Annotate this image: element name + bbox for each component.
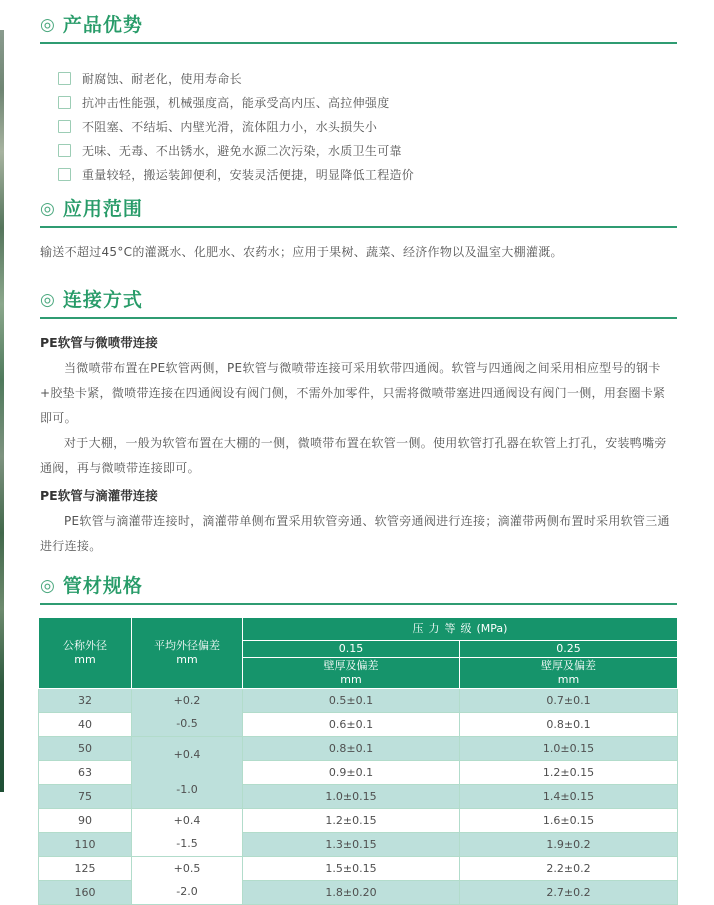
cell-od-deviation-group: +0.4 -1.5 (132, 809, 243, 857)
section-divider (40, 42, 677, 44)
table-row (39, 737, 678, 761)
section-title-text: 产品优势 (62, 14, 143, 36)
section-divider (40, 317, 677, 319)
section-pipe-specs (40, 573, 677, 905)
ring-bullet-icon: ◎ (40, 290, 56, 310)
cell-wall-025: 1.0±0.15 (460, 737, 678, 761)
cell-od: 90 (39, 809, 132, 833)
cell-wall-025: 1.4±0.15 (460, 785, 678, 809)
ring-bullet-icon: ◎ (40, 15, 56, 35)
checkbox-icon (58, 72, 71, 85)
cell-wall-015: 1.0±0.15 (243, 785, 460, 809)
cell-wall-015: 0.6±0.1 (243, 713, 460, 737)
cell-wall-025: 0.7±0.1 (460, 689, 678, 713)
checkbox-icon (58, 96, 71, 109)
list-item-text: 耐腐蚀、耐老化，使用寿命长 (82, 71, 242, 86)
ring-bullet-icon: ◎ (40, 576, 56, 596)
cell-wall-015: 1.5±0.15 (243, 857, 460, 881)
cell-wall-015: 1.2±0.15 (243, 809, 460, 833)
cell-od-deviation-group: +0.2 -0.5 (132, 689, 243, 737)
table-row (39, 809, 678, 833)
page-edge-photo-strip (0, 30, 4, 792)
cell-wall-025: 1.6±0.15 (460, 809, 678, 833)
list-item-text: 重量较轻，搬运装卸便利，安装灵活便捷，明显降低工程造价 (82, 167, 415, 182)
cell-wall-015: 0.8±0.1 (243, 737, 460, 761)
section-application-scope (40, 196, 677, 261)
col-header-pressure-rating: 压力等级(MPa) (243, 618, 678, 641)
cell-od: 40 (39, 713, 132, 737)
cell-wall-025: 1.2±0.15 (460, 761, 678, 785)
cell-od: 32 (39, 689, 132, 713)
col-header-nominal-od: 公称外径 mm (39, 618, 132, 689)
cell-od: 125 (39, 857, 132, 881)
section-connection-method (40, 287, 677, 559)
section-product-advantages (40, 0, 677, 186)
cell-od: 63 (39, 761, 132, 785)
cell-wall-025: 0.8±0.1 (460, 713, 678, 737)
cell-od: 50 (39, 737, 132, 761)
cell-od: 75 (39, 785, 132, 809)
cell-od: 160 (39, 881, 132, 905)
cell-wall-025: 1.9±0.2 (460, 833, 678, 857)
cell-wall-025: 2.7±0.2 (460, 881, 678, 905)
cell-od-deviation-group: +0.5 -2.0 (132, 857, 243, 905)
list-item (58, 66, 677, 90)
cell-od: 110 (39, 833, 132, 857)
cell-wall-015: 0.5±0.1 (243, 689, 460, 713)
section-title-text: 应用范围 (62, 198, 143, 220)
advantages-list (40, 66, 677, 186)
table-row (39, 857, 678, 881)
checkbox-icon (58, 120, 71, 133)
section-divider (40, 226, 677, 228)
col-header-wall-thickness-015: 壁厚及偏差 mm (243, 658, 460, 689)
col-header-avg-deviation: 平均外径偏差 mm (132, 618, 243, 689)
cell-wall-015: 1.8±0.20 (243, 881, 460, 905)
cell-od-deviation-group: +0.4 -1.0 (132, 737, 243, 809)
pipe-spec-table (38, 617, 678, 905)
ring-bullet-icon: ◎ (40, 199, 56, 219)
connection-subhead-microspray: PE软管与微喷带连接 (40, 335, 158, 350)
section-divider (40, 603, 677, 605)
application-paragraph: 输送不超过45°C的灌溉水、化肥水、农药水；应用于果树、蔬菜、经济作物以及温室大棚灌溉。 (40, 245, 563, 259)
col-header-wall-thickness-025: 壁厚及偏差 mm (460, 658, 678, 689)
list-item-text: 抗冲击性能强，机械强度高，能承受高内压、高拉伸强度 (82, 95, 390, 110)
list-item (58, 114, 677, 138)
section-title-application (40, 196, 677, 222)
table-row (39, 689, 678, 713)
section-title-text: 连接方式 (62, 289, 143, 311)
section-title-connection (40, 287, 677, 313)
section-title-advantages (40, 0, 677, 38)
connection-paragraph: 对于大棚，一般为软管布置在大棚的一侧，微喷带布置在软管一侧。使用软管打孔器在软管上打孔，安装鸭嘴旁通阀，再与微喷带连接即可。 (40, 436, 667, 475)
cell-wall-025: 2.2±0.2 (460, 857, 678, 881)
section-title-specs (40, 573, 677, 599)
list-item (58, 90, 677, 114)
connection-paragraph: 当微喷带布置在PE软管两侧，PE软管与微喷带连接可采用软带四通阀。软管与四通阀之间采用相应型号的钢卡+胶垫卡紧，微喷带连接在四通阀设有阀门侧，不需外加零件，只需将微喷带塞进四通阀设有阀门一侧，用套圈卡紧即可。 (40, 361, 666, 425)
cell-wall-015: 0.9±0.1 (243, 761, 460, 785)
list-item (58, 162, 677, 186)
col-header-pressure-025: 0.25 (460, 641, 678, 658)
page-content (40, 0, 677, 905)
list-item-text: 无味、无毒、不出锈水，避免水源二次污染，水质卫生可靠 (82, 143, 402, 158)
list-item (58, 138, 677, 162)
checkbox-icon (58, 168, 71, 181)
connection-subhead-drip: PE软管与滴灌带连接 (40, 488, 158, 503)
checkbox-icon (58, 144, 71, 157)
section-title-text: 管材规格 (62, 575, 143, 597)
col-header-pressure-015: 0.15 (243, 641, 460, 658)
cell-wall-015: 1.3±0.15 (243, 833, 460, 857)
connection-paragraph: PE软管与滴灌带连接时，滴灌带单侧布置采用软管旁通、软管旁通阀进行连接；滴灌带两侧布置时采用软管三通进行连接。 (40, 514, 670, 553)
list-item-text: 不阻塞、不结垢、内壁光滑，流体阻力小，水头损失小 (82, 119, 378, 134)
